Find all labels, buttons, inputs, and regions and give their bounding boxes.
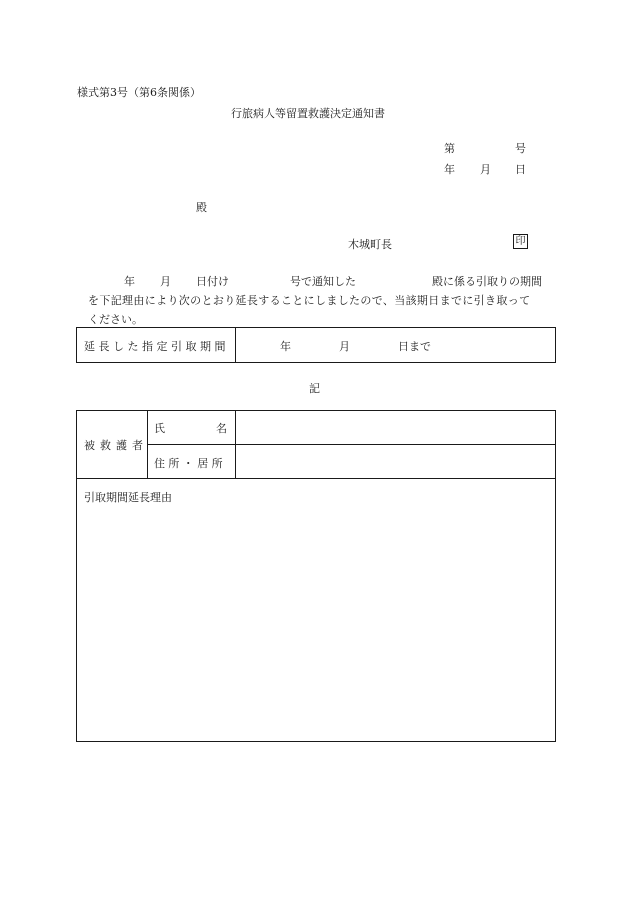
issuer: 木城町長 xyxy=(348,238,392,251)
number-prefix: 第 xyxy=(444,142,455,155)
addressee-suffix: 殿 xyxy=(196,201,207,214)
document-title: 行旅病人等留置救護決定通知書 xyxy=(231,107,385,120)
period-year: 年 xyxy=(280,340,291,353)
protected-person-label: 被救護者 xyxy=(84,439,148,452)
number-suffix: 号 xyxy=(515,142,526,155)
date-year: 年 xyxy=(444,163,455,176)
period-label: 延長した指定引取期間 xyxy=(84,340,229,353)
body-line-3: ください。 xyxy=(88,313,143,326)
seal-stamp: 印 xyxy=(513,234,528,249)
body-dated: 日付け xyxy=(196,275,229,288)
period-until: 日まで xyxy=(398,340,431,353)
address-label: 住所・居所 xyxy=(154,457,226,470)
body-month: 月 xyxy=(160,275,171,288)
reason-label: 引取期間延長理由 xyxy=(84,491,172,504)
name-label-right: 名 xyxy=(216,422,227,435)
body-notified: 号で通知した xyxy=(290,275,356,288)
date-month: 月 xyxy=(480,163,491,176)
body-regarding: 殿に係る引取りの期間 xyxy=(432,275,542,288)
ki-mark: 記 xyxy=(309,382,320,395)
form-number: 様式第3号（第6条関係） xyxy=(77,86,201,99)
name-label-left: 氏 xyxy=(154,422,165,435)
body-line-2: を下記理由により次のとおり延長することにしましたので、当該期日までに引き取って xyxy=(88,294,531,307)
date-day: 日 xyxy=(515,163,526,176)
body-year: 年 xyxy=(124,275,135,288)
period-month: 月 xyxy=(339,340,350,353)
